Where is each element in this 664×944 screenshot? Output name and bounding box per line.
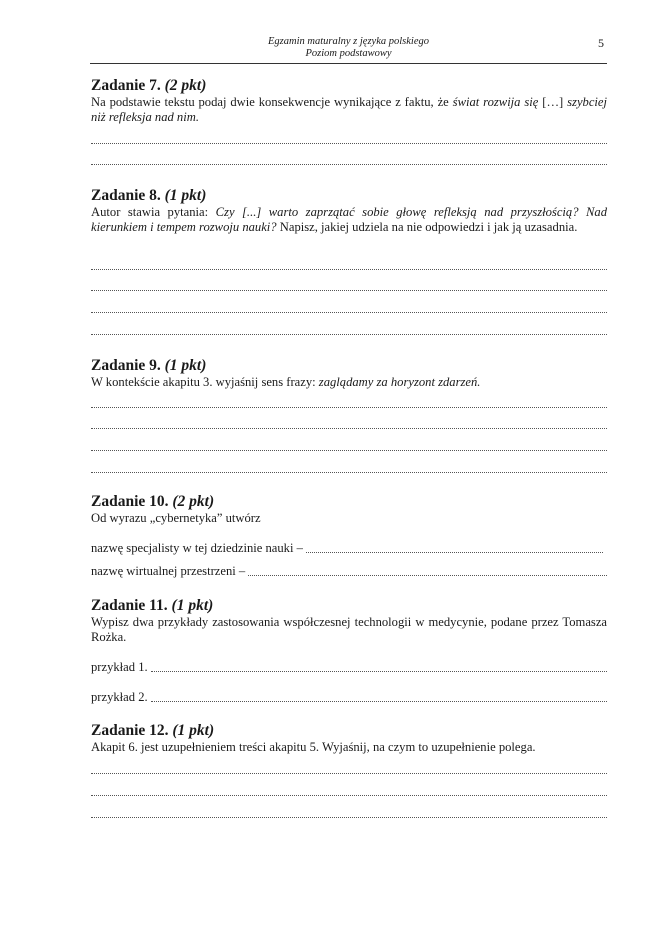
answer-line[interactable] — [91, 334, 607, 335]
answer-line[interactable] — [91, 407, 607, 408]
header-level: Poziom podstawowy — [305, 48, 392, 59]
task-instruction: W kontekście akapitu 3. wyjaśnij sens frazy: zaglądamy za horyzont zdarzeń. — [91, 375, 481, 389]
answer-line[interactable] — [91, 472, 607, 473]
answer-line[interactable] — [91, 143, 607, 144]
field-label: nazwę wirtualnej przestrzeni – — [91, 564, 246, 578]
field-label: przykład 1. — [91, 660, 148, 674]
task-instruction: Autor stawia pytania: Czy [...] warto zaprzątać sobie głowę refleksją nad przyszłością? Nad kierunkiem i tempem rozwoju nauki? Napisz, jakiej udziela na nie odpowiedzi i jak ją uzasadnia. — [91, 205, 607, 234]
task-title: Zadanie 10. (2 pkt) — [91, 493, 215, 510]
virtual-space-name-field[interactable] — [91, 564, 607, 579]
field-label: nazwę specjalisty w tej dziedzinie nauki – — [91, 541, 303, 555]
answer-dots[interactable] — [151, 671, 607, 672]
answer-dots[interactable] — [306, 552, 603, 553]
answer-line[interactable] — [91, 795, 607, 796]
example-2-field[interactable] — [91, 690, 607, 705]
task-title: Zadanie 12. (1 pkt) — [91, 722, 215, 739]
answer-line[interactable] — [91, 164, 607, 165]
task-10 — [91, 493, 607, 526]
header-rule — [90, 63, 607, 64]
answer-line[interactable] — [91, 269, 607, 270]
task-title: Zadanie 9. (1 pkt) — [91, 357, 207, 374]
task-9 — [91, 357, 607, 390]
example-1-field[interactable] — [91, 660, 607, 675]
task-7 — [91, 77, 607, 125]
task-title: Zadanie 11. (1 pkt) — [91, 597, 214, 614]
answer-dots[interactable] — [248, 575, 607, 576]
answer-line[interactable] — [91, 312, 607, 313]
answer-line[interactable] — [91, 428, 607, 429]
specialist-name-field[interactable] — [91, 541, 603, 556]
answer-line[interactable] — [91, 773, 607, 774]
header-exam-title: Egzamin maturalny z języka polskiego — [268, 36, 429, 47]
page-header — [90, 36, 607, 60]
task-instruction: Od wyrazu „cybernetyka” utwórz — [91, 511, 261, 525]
task-instruction: Akapit 6. jest uzupełnieniem treści akapitu 5. Wyjaśnij, na czym to uzupełnienie polega. — [91, 740, 536, 754]
page-number: 5 — [598, 36, 604, 50]
task-title: Zadanie 8. (1 pkt) — [91, 187, 207, 204]
task-12 — [91, 722, 607, 755]
answer-line[interactable] — [91, 450, 607, 451]
task-title: Zadanie 7. (2 pkt) — [91, 77, 207, 94]
task-instruction: Wypisz dwa przykłady zastosowania współczesnej technologii w medycynie, podane przez Tomasza Rożka. — [91, 615, 607, 644]
task-11 — [91, 597, 607, 645]
task-8 — [91, 187, 607, 235]
answer-line[interactable] — [91, 817, 607, 818]
answer-line[interactable] — [91, 290, 607, 291]
answer-dots[interactable] — [151, 701, 607, 702]
field-label: przykład 2. — [91, 690, 148, 704]
task-instruction: Na podstawie tekstu podaj dwie konsekwencje wynikające z faktu, że świat rozwija się […] szybciej niż refleksja nad nim. — [91, 95, 608, 124]
